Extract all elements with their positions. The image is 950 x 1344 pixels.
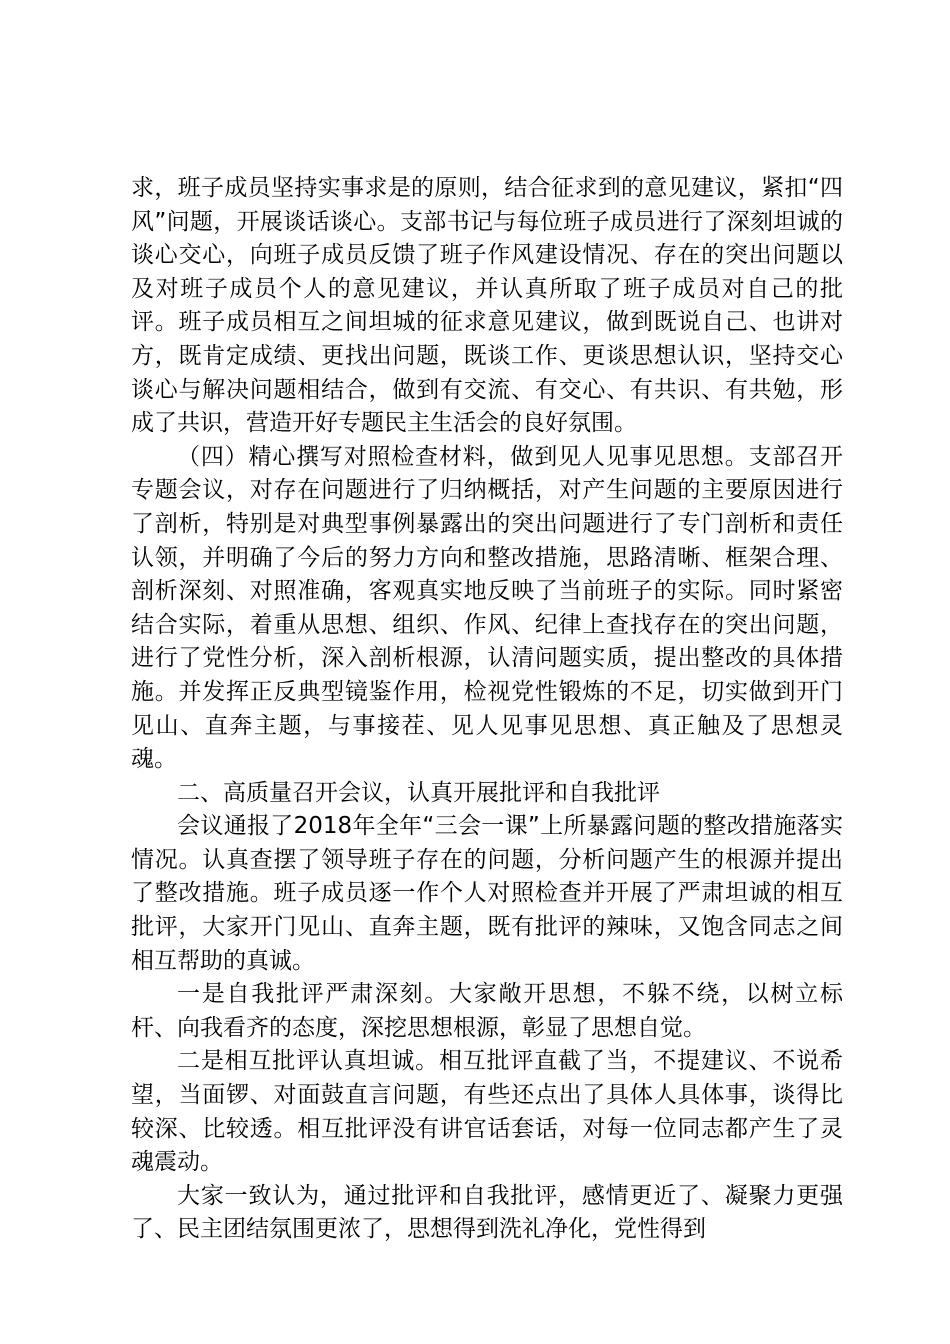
paragraph-self-criticism: 一是自我批评严肃深刻。大家敞开思想，不躲不绕，以树立标杆、向我看齐的态度，深挖思想根源，彰显了思想自觉。	[131, 981, 843, 1041]
paragraph-meeting-report: 会议通报了2018年全年“三会一课”上所暴露问题的整改措施落实情况。认真查摆了领导班子存在的问题，分析问题产生的根源并提出了整改措施。班子成员逐一作个人对照检查并开展了严肃坦诚的相互批评，大家开门见山、直奔主题，既有批评的辣味，又饱含同志之间相互帮助的真诚。	[131, 813, 843, 974]
paragraph-section-four: （四）精心撰写对照检查材料，做到见人见事见思想。支部召开专题会议，对存在问题进行了归纳概括，对产生问题的主要原因进行了剖析，特别是对典型事例暴露出的突出问题进行了专门剖析和责任认领，并明确了今后的努力方向和整改措施，思路清晰、框架合理、剖析深刻、对照准确，客观真实地反映了当前班子的实际。同时紧密结合实际，着重从思想、组织、作风、纪律上查找存在的突出问题，进行了党性分析，深入剖析根源，认清问题实质，提出整改的具体措施。并发挥正反典型镜鉴作用，检视党性锻炼的不足，切实做到开门见山、直奔主题，与事接茬、见人见事见思想、真正触及了思想灵魂。	[131, 443, 843, 773]
paragraph-continuation: 求，班子成员坚持实事求是的原则，结合征求到的意见建议，紧扣“四风”问题，开展谈话谈心。支部书记与每位班子成员进行了深刻坦诚的谈心交心，向班子成员反馈了班子作风建设情况、存在的突出问题以及对班子成员个人的意见建议，并认真所取了班子成员对自己的批评。班子成员相互之间坦城的征求意见建议，做到既说自己、也讲对方，既肯定成绩、更找出问题，既谈工作、更谈思想认识，坚持交心谈心与解决问题相结合，做到有交流、有交心、有共识、有共勉，形成了共识，营造开好专题民主生活会的良好氛围。	[131, 175, 843, 437]
section-heading-two: 二、高质量召开会议，认真开展批评和自我批评	[177, 779, 660, 806]
paragraph-mutual-criticism: 二是相互批评认真坦诚。相互批评直截了当，不提建议、不说希望，当面锣、对面鼓直言问题，有些还点出了具体人具体事，谈得比较深、比较透。相互批评没有讲官话套话，对每一位同志都产生了灵魂震动。	[131, 1048, 843, 1176]
document-body	[131, 172, 843, 1247]
paragraph-consensus: 大家一致认为，通过批评和自我批评，感情更近了、凝聚力更强了、民主团结氛围更浓了，思想得到洗礼净化，党性得到	[131, 1182, 843, 1243]
